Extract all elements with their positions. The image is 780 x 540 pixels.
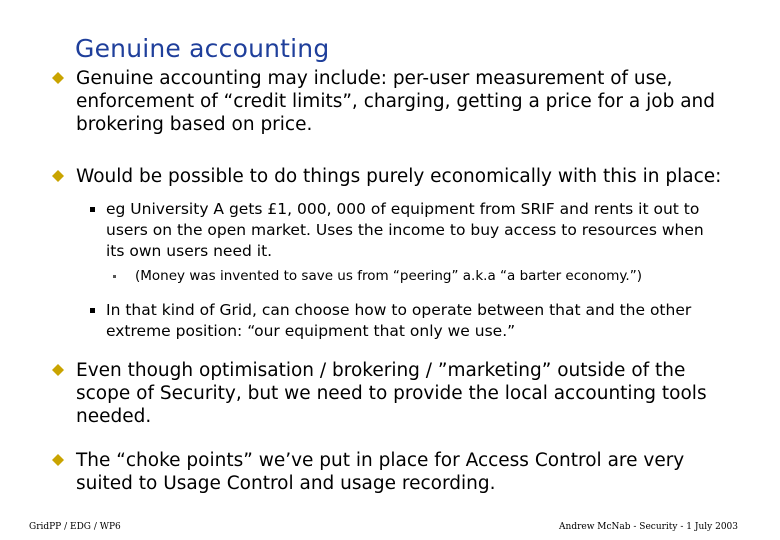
slide-title: Genuine accounting <box>75 34 330 63</box>
bullet-1 <box>52 67 742 136</box>
bullet-text: Even though optimisation / brokering / ”marketing” outside of the scope of Security, but we need to provide the local accounting tools needed. <box>76 360 707 427</box>
subbullet-1 <box>90 199 710 262</box>
subbullet-text: eg University A gets £1, 000, 000 of equipment from SRIF and rents it out to users on the open market. Uses the income to buy access to resources when its own users need it. <box>106 200 704 260</box>
diamond-bullet-icon <box>52 364 64 370</box>
footer-left: GridPP / EDG / WP6 <box>29 522 121 532</box>
footer-right: Andrew McNab - Security - 1 July 2003 <box>559 522 738 532</box>
bullet-4 <box>52 449 742 495</box>
bullet-2 <box>52 165 742 188</box>
diamond-bullet-icon <box>52 170 64 176</box>
bullet-text: The “choke points” we’ve put in place for Access Control are very suited to Usage Control and usage recording. <box>76 450 685 494</box>
dot-bullet-icon <box>113 275 116 278</box>
diamond-bullet-icon <box>52 454 64 460</box>
square-bullet-icon <box>90 308 95 313</box>
subbullet-2 <box>90 300 710 342</box>
subsubbullet-1 <box>113 267 733 285</box>
diamond-bullet-icon <box>52 72 64 78</box>
subbullet-text: In that kind of Grid, can choose how to operate between that and the other extreme position: “our equipment that only we use.” <box>106 301 692 340</box>
subsubbullet-text: (Money was invented to save us from “peering” a.k.a “a barter economy.”) <box>135 268 642 284</box>
bullet-text: Would be possible to do things purely economically with this in place: <box>76 166 722 187</box>
bullet-3 <box>52 359 742 428</box>
bullet-text: Genuine accounting may include: per-user measurement of use, enforcement of “credit limits”, charging, getting a price for a job and brokering based on price. <box>76 68 716 135</box>
square-bullet-icon <box>90 207 95 212</box>
